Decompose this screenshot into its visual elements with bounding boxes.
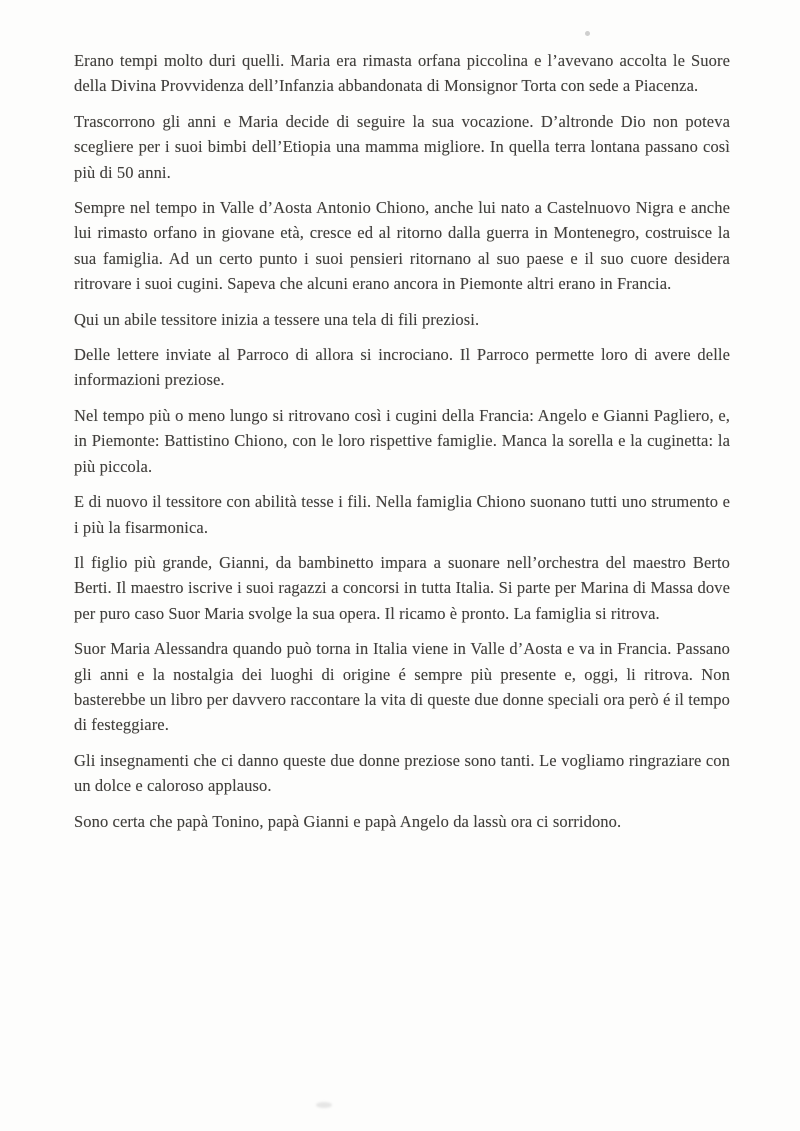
document-text-block — [74, 48, 730, 844]
paragraph: Il figlio più grande, Gianni, da bambinetto impara a suonare nell’orchestra del maestro Berto Berti. Il maestro iscrive i suoi ragazzi a concorsi in tutta Italia. Si parte per Marina di Massa dove per puro caso Suor Maria svolge la sua opera. Il ricamo è pronto. La famiglia si ritrova. — [74, 552, 730, 623]
paragraph: Nel tempo più o meno lungo si ritrovano così i cugini della Francia: Angelo e Gianni Pagliero, e, in Piemonte: Battistino Chiono, con le loro rispettive famiglie. Manca la sorella e la cuginetta: la più piccola. — [74, 405, 730, 476]
paragraph: Trascorrono gli anni e Maria decide di seguire la sua vocazione. D’altronde Dio non poteva scegliere per i suoi bimbi dell’Etiopia una mamma migliore. In quella terra lontana passano così più di 50 anni. — [74, 111, 730, 182]
paragraph: Erano tempi molto duri quelli. Maria era rimasta orfana piccolina e l’avevano accolta le Suore della Divina Provvidenza dell’Infanzia abbandonata di Monsignor Torta con sede a Piacenza. — [74, 51, 730, 96]
paragraph: Sempre nel tempo in Valle d’Aosta Antonio Chiono, anche lui nato a Castelnuovo Nigra e anche lui rimasto orfano in giovane età, cresce ed al ritorno dalla guerra in Montenegro, costruisce la sua famiglia. Ad un certo punto i suoi pensieri ritornano al suo paese e il suo cuore desidera ritrovare i suoi cugini. Sapeva che alcuni erano ancora in Piemonte altri erano in Francia. — [74, 198, 730, 294]
scan-speck-artifact — [585, 31, 590, 36]
paragraph: Sono certa che papà Tonino, papà Gianni e papà Angelo da lassù ora ci sorridono. — [74, 811, 622, 831]
scan-smudge-artifact — [316, 1102, 332, 1108]
paragraph: Delle lettere inviate al Parroco di allora si incrociano. Il Parroco permette loro di avere delle informazioni preziose. — [74, 345, 730, 390]
paragraph: Qui un abile tessitore inizia a tessere una tela di fili preziosi. — [74, 309, 480, 329]
paragraph: E di nuovo il tessitore con abilità tesse i fili. Nella famiglia Chiono suonano tutti uno strumento e i più la fisarmonica. — [74, 492, 730, 537]
paragraph: Gli insegnamenti che ci danno queste due donne preziose sono tanti. Le vogliamo ringraziare con un dolce e caloroso applauso. — [74, 750, 730, 796]
paragraph: Suor Maria Alessandra quando può torna in Italia viene in Valle d’Aosta e va in Francia. Passano gli anni e la nostalgia dei luoghi di origine é sempre più presente e, oggi, li ritrova. Non basterebbe un libro per davvero raccontare la vita di queste due donne speciali ora però é il tempo di festeggiare. — [74, 639, 730, 735]
